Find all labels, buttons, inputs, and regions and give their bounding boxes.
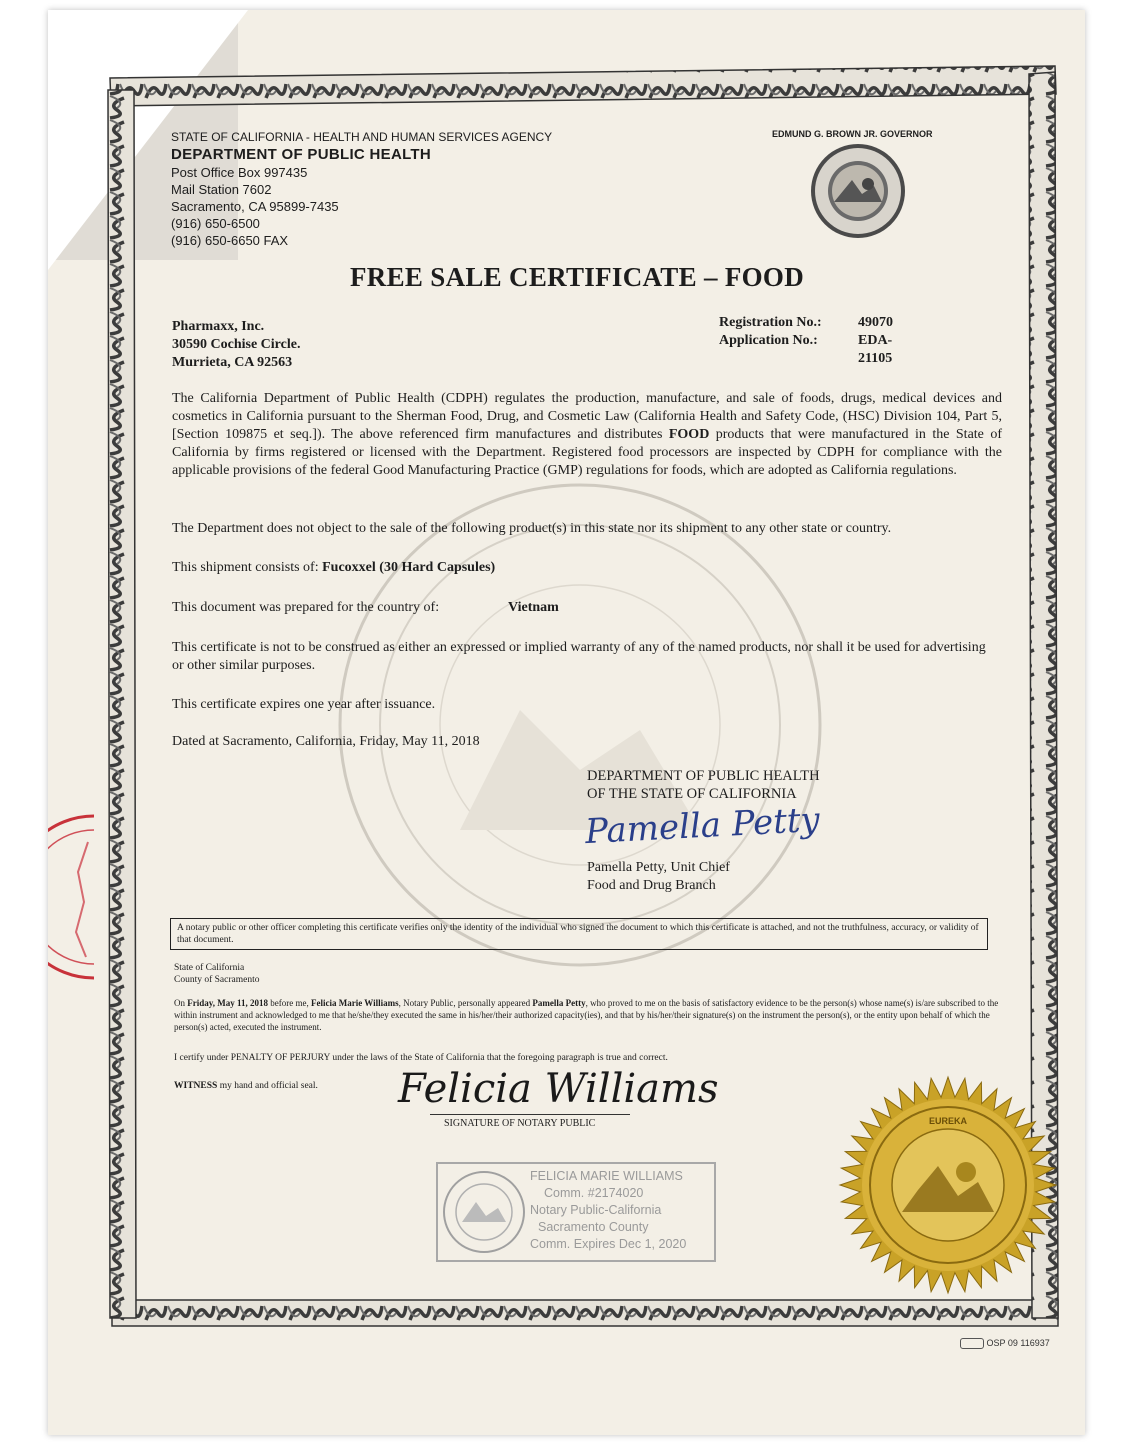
signatory-branch: Food and Drug Branch	[587, 878, 716, 893]
signatory-dept-line: DEPARTMENT OF PUBLIC HEALTH	[587, 768, 820, 784]
witness-bold: WITNESS	[174, 1081, 218, 1091]
agency-line: STATE OF CALIFORNIA - HEALTH AND HUMAN SERVICES AGENCY	[171, 130, 553, 144]
notary-seal-icon	[442, 1170, 526, 1254]
firm-street: 30590 Cochise Circle.	[172, 337, 301, 352]
ack-text: , who proved to me on the basis of satisfactory evidence to be the person(s) whose name(s) is/are subscribed to the within instrument and acknowledged to me that he/she/they executed the same in his/her/their authorized capacity(ies), and that by his/her/their signature(s) on the instrument the person(s), or the entity upon behalf of which the person(s) acted, executed the instrument.	[174, 998, 999, 1032]
seal-eureka: EUREKA	[928, 1116, 968, 1126]
address-line: (916) 650-6500	[171, 216, 260, 231]
acknowledgment-paragraph	[174, 997, 1006, 1033]
chief-signature: Pamella Petty	[584, 799, 821, 853]
warranty-paragraph: This certificate is not to be construed as either an expressed or implied warranty of any of the named products, nor shall it be used for advertising or other similar purposes.	[172, 640, 986, 673]
registration-block	[719, 314, 893, 366]
paragraph-text: The California Department of Public Health (CDPH) regulates the production, manufacture, and sale of foods, drugs, medical devices and cosmetics in California pursuant to the Sherman Food, Drug, and Cosmetic Law (California Health and Safety Code, (HSC) Division 104, Part 5, [Section 109875 et seq.]). The above referenced firm manufactures and distributes	[172, 391, 1002, 442]
no-objection-paragraph: The Department does not object to the sale of the following product(s) in this state nor its shipment to any other state or country.	[172, 521, 892, 536]
firm-name: Pharmaxx, Inc.	[172, 319, 265, 334]
shipment-line	[172, 559, 495, 577]
ack-text: , Notary Public, personally appeared	[398, 998, 533, 1008]
ack-text: before me,	[268, 998, 311, 1008]
signature-rule	[430, 1114, 630, 1115]
printer-logo-icon	[960, 1338, 984, 1349]
appeared-name: Pamella Petty	[532, 998, 586, 1008]
firm-city: Murrieta, CA 92563	[172, 355, 293, 370]
form-code-block	[960, 1338, 1050, 1349]
perjury-line: I certify under PENALTY OF PERJURY under the laws of the State of California that the foregoing paragraph is true and correct.	[174, 1053, 668, 1063]
notary-signature: Felicia Williams	[398, 1066, 719, 1112]
stamp-line: FELICIA MARIE WILLIAMS	[530, 1169, 683, 1183]
food-emphasis: FOOD	[668, 427, 710, 442]
notary-stamp-text	[530, 1168, 686, 1253]
paragraph-text: products that were manufactured in the State of California by firms registered or licensed with the Department. Registered food processors are inspected by CDPH for compliance with the applicable provisions of the federal Good Manufacturing Practice (GMP) regulations for foods, which are adopted as California regulations.	[172, 427, 1003, 478]
red-stamp-icon	[48, 812, 96, 982]
registration-label: Registration No.:	[719, 315, 822, 330]
stamp-line: Comm. #2174020	[544, 1186, 644, 1200]
application-label: Application No.:	[719, 333, 818, 348]
notary-name: Felicia Marie Williams	[310, 998, 399, 1008]
shipment-label: This shipment consists of:	[172, 560, 319, 575]
signatory-department	[587, 767, 820, 803]
ack-text: On	[174, 998, 188, 1008]
country-value: Vietnam	[508, 600, 559, 615]
notary-stamp	[436, 1162, 716, 1262]
stamp-line: Comm. Expires Dec 1, 2020	[530, 1237, 687, 1251]
notary-disclaimer-box: A notary public or other officer completing this certificate verifies only the identity of the individual who signed the document to which this certificate is attached, and not the truthfulness, accuracy, or validity of that document.	[170, 918, 988, 950]
firm-address	[172, 318, 300, 372]
product-name: Fucoxxel (30 Hard Capsules)	[322, 560, 496, 575]
signatory-name	[587, 859, 730, 895]
address-line: Mail Station 7602	[171, 182, 272, 197]
stamp-line: Sacramento County	[538, 1220, 649, 1234]
certificate-title: FREE SALE CERTIFICATE – FOOD	[350, 262, 805, 292]
address-block	[171, 164, 339, 249]
department-name: DEPARTMENT OF PUBLIC HEALTH	[171, 146, 432, 163]
dated-line: Dated at Sacramento, California, Friday, May 11, 2018	[172, 734, 480, 749]
stamp-line: Notary Public-California	[530, 1203, 662, 1217]
witness-line	[174, 1080, 318, 1092]
application-number: EDA-21105	[858, 333, 893, 366]
venue-block	[174, 962, 259, 986]
registration-number: 49070	[858, 315, 893, 330]
governor-line: EDMUND G. BROWN JR. GOVERNOR	[772, 129, 933, 139]
signatory-name-title: Pamella Petty, Unit Chief	[587, 860, 730, 875]
witness-text: my hand and official seal.	[217, 1081, 318, 1091]
venue-state: State of California	[174, 963, 245, 973]
cdph-paragraph	[172, 390, 1002, 480]
expiry-line: This certificate expires one year after issuance.	[172, 697, 436, 712]
country-line	[172, 599, 559, 617]
form-code: OSP 09 116937	[986, 1338, 1050, 1348]
ack-date: Friday, May 11, 2018	[187, 998, 268, 1008]
watermark-seal	[310, 470, 870, 990]
address-line: (916) 650-6650 FAX	[171, 233, 289, 248]
address-line: Post Office Box 997435	[171, 165, 308, 180]
signatory-dept-line: OF THE STATE OF CALIFORNIA	[587, 786, 797, 802]
state-seal-icon	[810, 140, 906, 242]
address-line: Sacramento, CA 95899-7435	[171, 199, 339, 214]
signature-caption: SIGNATURE OF NOTARY PUBLIC	[444, 1118, 596, 1129]
country-label: This document was prepared for the country of:	[172, 600, 440, 615]
venue-county: County of Sacramento	[174, 975, 260, 985]
gold-seal-icon	[838, 1072, 1058, 1298]
